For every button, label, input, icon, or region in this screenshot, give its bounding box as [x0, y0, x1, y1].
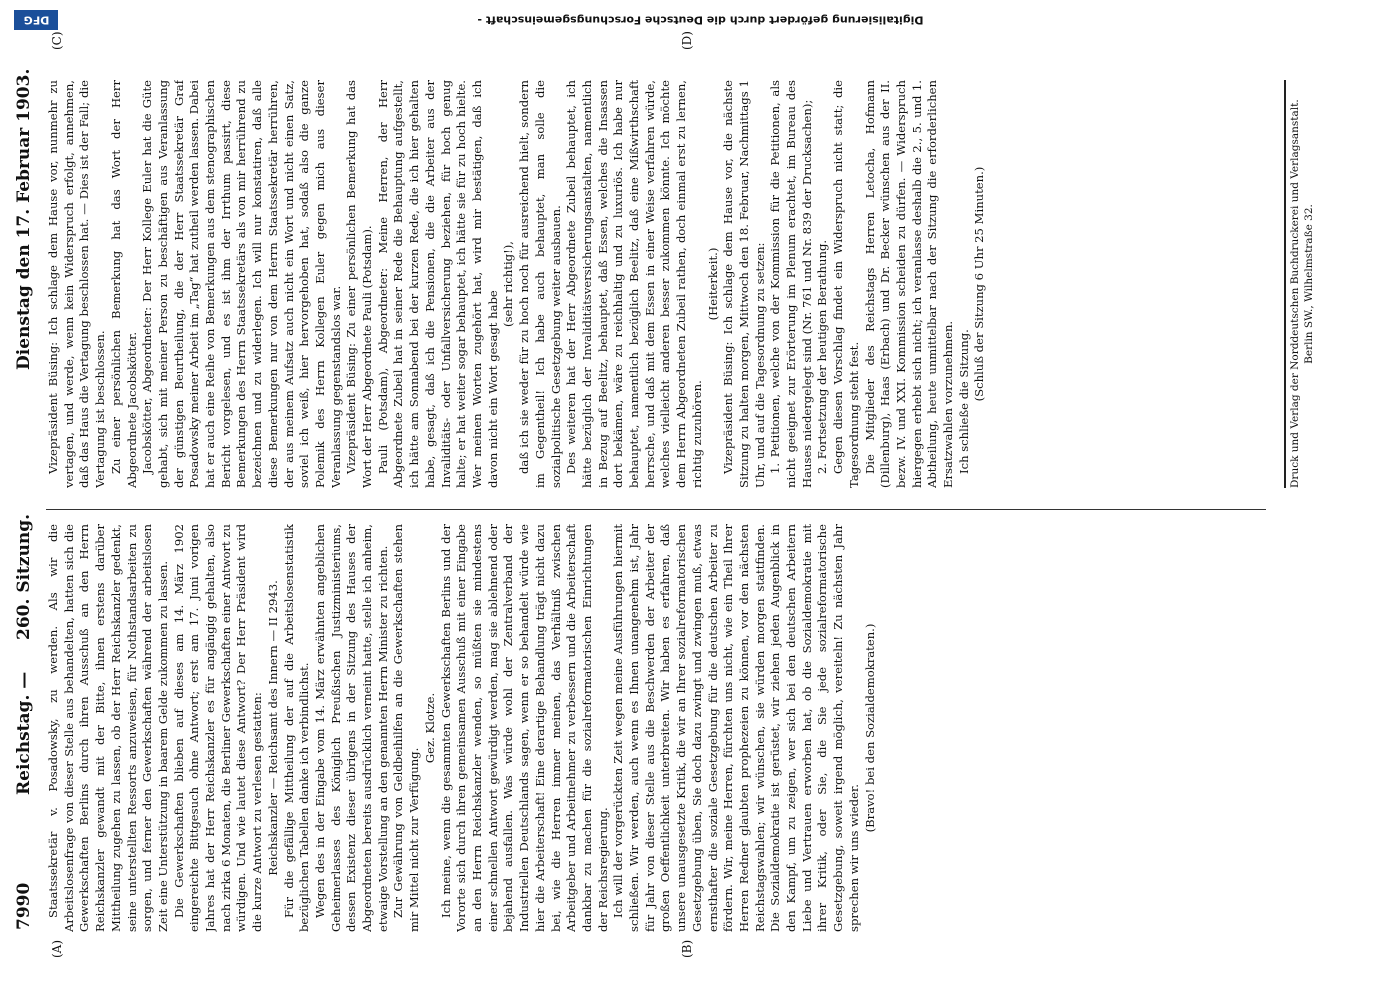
right-column	[46, 80, 1346, 488]
paragraph: Ich meine, wenn die gesammten Gewerkschaften Berlins und der Vororte sich durch ihren gemeinsamen Ausschuß mit einer Eingabe an den Herrn Reichskanzler wenden, so müßten sie mindestens einer schnellen Antwort gewürdigt werden, mag sie ablehnend oder bejahend ausfallen. Was würde wohl der Zentralverband der Industriellen Deutschlands sagen, wenn er so behandelt würde wie hier die Arbeiterschaft! Eine derartige Behandlung trägt nicht dazu bei, wie die Herren immer meinen, das Verhältniß zwischen Arbeitgeber und Arbeitnehmer zu verbessern und die Arbeiterschaft dankbar zu machen für die sozialreformatorischen Einrichtungen der Reichsregierung.	[438, 524, 610, 932]
paragraph: Pauli (Potsdam), Abgeordneter: Meine Herren, der Herr Abgeordnete Zubeil hat in seiner Rede die Behauptung aufgestellt, ich hätte am Sonnabend bei der kurzen Rede, die ich hier gehalten habe, gesagt, daß ich die Pensionen, die die Arbeiter aus der Invaliditäts- oder Unfallversicherung beziehen, für hoch genug halte; er hat weiter sogar behauptet, ich hätte sie für zu hoch hielte. Wer meinen Worten zugehört hat, wird mir bestätigen, daß ich davon nicht ein Wort gesagt habe	[375, 80, 500, 488]
paragraph: Vizepräsident Büsing: Zu einer persönlichen Bemerkung hat das Wort der Herr Abgeordnete Pauli (Potsdam).	[344, 80, 375, 488]
applause-note: (Bravo! bei den Sozialdemokraten.)	[862, 623, 877, 833]
section-marker-b: (B)	[680, 939, 694, 958]
left-column	[46, 524, 1346, 932]
interjection: (sehr richtig!),	[501, 241, 516, 327]
session-date: Dienstag den 17. Februar 1903.	[14, 68, 34, 370]
digitization-note-text: Digitalisierung gefördert durch die Deutsche Forschungsgemeinschaft -	[476, 13, 924, 27]
page-header	[14, 40, 40, 930]
quoted-reference: Reichskanzler — Reichsamt des Innern — II 2943.	[265, 580, 280, 876]
paragraph: Die Gewerkschaften blieben auf dieses am 14. März 1902 eingereichte Bittgesuch ohne Antwort; erst am 17. Juni vorigen Jahres hat der Herr Reichskanzler es für angängig gehalten, also nach zirka 6 Monaten, die Berliner Gewerkschaften einer Antwort zu würdigen. Und wie lautet diese Antwort? Der Herr Präsident wird die kurze Antwort zu verlesen gestatten:	[171, 524, 265, 932]
sitting-label: 260. Sitzung.	[14, 513, 34, 640]
imprint-rule	[1284, 80, 1286, 488]
paragraph: Des weiteren hat der Herr Abgeordnete Zubeil behauptet, ich hätte bezüglich der Invaliditätsversicherungsanstalten, namentlich in Bezug auf Beelitz, behauptet, daß Essen, welches die Insassen dort bekämen, wäre zu reichhaltig und zu luxuriös. Ich habe nur behauptet, namentlich bezüglich Beelitz, daß eine Mißwirthschaft herrsche, und daß mit dem Essen in einer Weise verfahren würde, welches vielleicht anderen besser zukommen könnte. Ich möchte dem Herrn Abgeordneten Zubeil rathen, doch einmal erst zu lernen, richtig zuzuhören.	[564, 80, 704, 488]
imprint-address: Berlin SW., Wilhelmstraße 32.	[1303, 204, 1315, 364]
column-divider	[46, 509, 1266, 510]
session-close-note: (Schluß der Sitzung 6 Uhr 25 Minuten.)	[972, 166, 987, 402]
digitization-note	[80, 8, 1320, 32]
agenda-item: 2. Fortsetzung der heutigen Berathung.	[815, 239, 830, 474]
paragraph: Ich will der vorgerückten Zeit wegen meine Ausführungen hiermit schließen. Wir werden, auch wenn es Ihnen unangenehm ist, Jahr für Jahr von dieser Stelle aus die Beschwerden der Arbeiter der großen Oeffentlichkeit unterbreiten. Wir haben es erfahren, daß unsere unausgesetzte Kritik, die wir an Ihrer sozialreformatorischen Gesetzgebung üben, Sie doch dazu zwingt und zwingen muß, etwas ernsthafter die soziale Gesetzgebung für die deutschen Arbeiter zu fördern. Wir, meine Herren, fürchten uns nicht, wie ein Theil Ihrer Herren Redner glaubten prophezeien zu können, vor den nächsten Reichstagswahlen; wir wünschen, sie würden morgen stattfinden. Die Sozialdemokratie ist gerüstet, wir ziehen jeden Augenblick in den Kampf, um zu zeigen, wer sich bei den deutschen Arbeitern Liebe und Vertrauen erworben hat, ob die Sozialdemokratie mit ihrer Kritik, oder Sie, die Sie jede sozialreformatorische Gesetzgebung, soweit irgend möglich, vereiteln! Zu nächsten Jahr sprechen wir uns wieder.	[611, 524, 861, 932]
signature-line: Gez. Klotze.	[422, 692, 437, 764]
paragraph: Vizepräsident Büsing: Ich schlage dem Hause vor, die nächste Sitzung zu halten morgen, Mittwoch den 18. Februar, Nachmittags 1 Uhr, und auf die Tagesordnung zu setzen:	[721, 80, 767, 488]
page-title: Reichstag. —	[14, 671, 34, 795]
paragraph: Zu einer persönlichen Bemerkung hat das Wort der Herr Abgeordnete Jacobskötter.	[108, 80, 139, 488]
section-marker-c: (C)	[50, 31, 64, 50]
paragraph: Vizepräsident Büsing: Ich schlage dem Hause vor, nunmehr zu vertagen, und werde, wenn kein Widerspruch erfolgt, annehmen, daß das Haus die Vertagung beschlossen hat. — Dies ist der Fall; die Vertagung ist beschlossen.	[46, 80, 108, 488]
paragraph: Zur Gewährung von Geldbeihilfen an die Gewerkschaften stehen mir Mittel nicht zur Verfügung.	[391, 524, 422, 932]
paragraph: daß ich sie weder für zu hoch noch für ausreichend hielt, sondern im Gegentheil! Ich habe auch behauptet, man solle die sozialpolitische Gesetzgebung weiter ausbauen.	[517, 80, 563, 488]
paragraph: Gegen diesen Vorschlag findet ein Widerspruch nicht statt; die Tagesordnung steht fest.	[831, 80, 861, 488]
dfg-logo-text: DFG	[23, 13, 49, 27]
paragraph: Wegen des in der Eingabe vom 14. März erwähnten angeblichen Geheimerlasses des Königlich Preußischen Justizministeriums, dessen Existenz dieser übrigens in der Sitzung des Hauses der Abgeordneten bereits ausdrücklich verneint hatte, stelle ich anheim, etwaige Vorstellung an den genannten Herrn Minister zu richten.	[312, 524, 390, 932]
dfg-logo	[14, 10, 58, 30]
section-marker-a: (A)	[50, 939, 64, 958]
page-number: 7990	[14, 882, 34, 930]
paragraph: Staatssekretär v. Posadowsky, zu werden. Als wir die Arbeitslosenfrage von dieser Stelle aus behandelten, hatten sich die Gewerkschaften Berlins durch ihren Ausschuß an den Herrn Reichskanzler gewandt mit der Bitte, ihnen erstens darüber Mittheilung zugehen zu lassen, ob der Herr Reichskanzler gedenkt, seine unterstellten Ressorts anzuweisen, für Nothstandsarbeiten zu sorgen, und ferner den Gewerkschaften während der arbeitslosen Zeit eine Unterstützung in baarem Gelde zukommen zu lassen.	[46, 524, 170, 932]
imprint	[1288, 80, 1316, 488]
imprint-line: Druck und Verlag der Norddeutschen Buchdruckerei und Verlagsanstalt.	[1289, 99, 1301, 488]
interjection: (Heiterkeit.)	[705, 247, 720, 321]
paragraph: Für die gefällige Mittheilung der auf die Arbeitslosenstatistik bezüglichen Tabellen danke ich verbindlichst.	[281, 524, 312, 932]
section-marker-d: (D)	[680, 31, 694, 50]
paragraph: Ich schließe die Sitzung.	[956, 329, 971, 474]
paragraph: Jacobskötter, Abgeordneter: Der Herr Kollege Euler hat die Güte gehabt, sich mit meiner Person zu beschäftigen aus Veranlassung der günstigen Beurtheilung, die der Herr Staatssekretär Graf Posadowsky meiner Arbeit im „Tag“ hat zutheil werden lassen. Dabei hat er auch eine Reihe von Bemerkungen aus dem stenographischen Bericht vorgelesen, und es ist ihm der Irrthum passirt, diese Bemerkungen des Herrn Staatssekretärs als von mir herrührend zu bezeichnen und zu widerlegen. Ich will nur konstatiren, daß alle diese Bemerkungen nur von dem Herrn Staatssekretär herrühren, der aus meinem Aufsatz auch nicht ein Wort und nicht einen Satz, soviel ich weiß, hier hervorgehoben hat, sodaß also die ganze Polemik des Herrn Kollegen Euler gegen mich aus dieser Veranlassung gegenstandslos war.	[140, 80, 343, 488]
agenda-item: 1. Petitionen, welche von der Kommission für die Petitionen, als nicht geeignet zur Erörterung im Plenum erachtet, im Bureau des Hauses niedergelegt sind (Nr. 761 und Nr. 839 der Drucksachen);	[768, 80, 814, 488]
paragraph: Die Mitglieder des Reichstags Herren Letocha, Hofmann (Dillenburg), Haas (Erbach) und Dr. Becker wünschen aus der II. bezw. IV. und XXI. Kommission scheiden zu dürfen. — Widerspruch hiergegen erhebt sich nicht; ich veranlasse deshalb die 2., 5. und 1. Abtheilung, heute unmittelbar nach der Sitzung die erforderlichen Ersatzwahlen vorzunehmen.	[862, 80, 956, 488]
